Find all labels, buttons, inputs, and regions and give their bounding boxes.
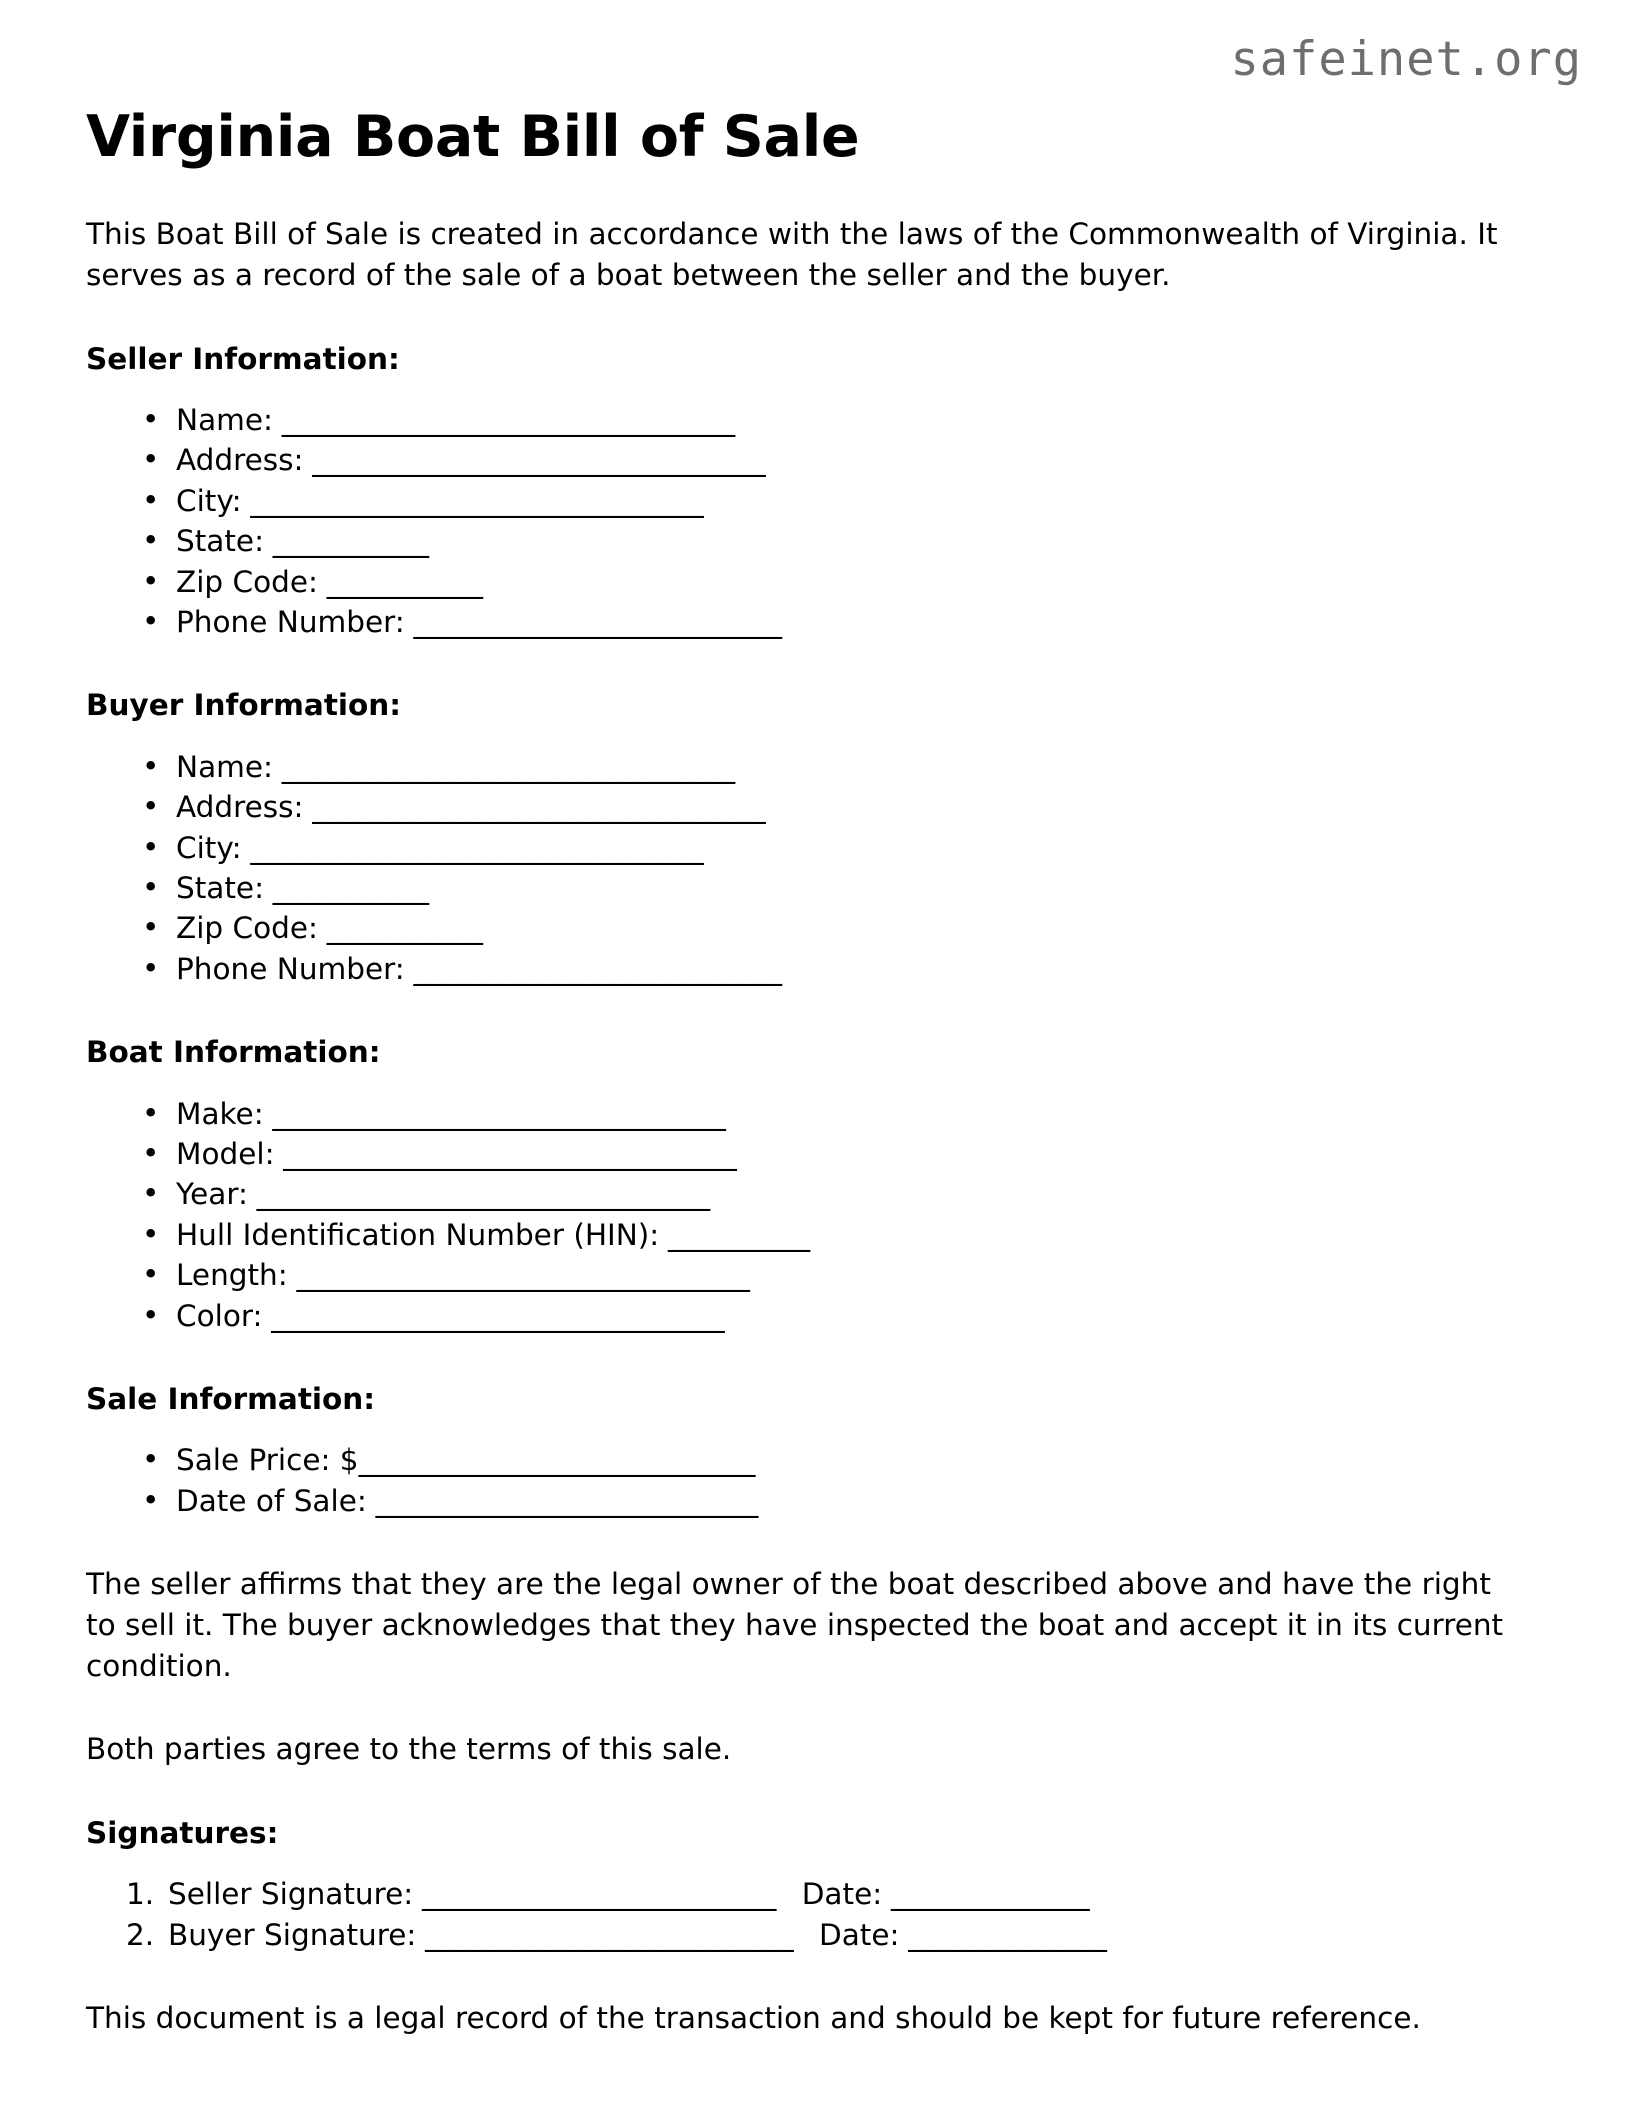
field-label: Address: (176, 443, 304, 478)
site-watermark: safeinet.org (1230, 32, 1582, 87)
signature-label: Buyer Signature: (168, 1917, 417, 1952)
field-label: Phone Number: (176, 605, 405, 640)
field-label: Color: (176, 1298, 263, 1333)
field-buyer-city (142, 828, 1566, 868)
signature-line[interactable]: _________________________ (413, 1877, 776, 1912)
field-date-of-sale (142, 1481, 1566, 1521)
fill-in-line[interactable]: ________________________________ (241, 483, 704, 518)
date-line[interactable]: ______________ (899, 1917, 1107, 1952)
agreement-paragraph: Both parties agree to the terms of this sale. (86, 1732, 732, 1767)
closing-paragraph: This document is a legal record of the transaction and should be kept for future reference. (86, 2001, 1421, 2036)
buyer-field-list (86, 747, 1566, 989)
field-sale-price (142, 1440, 1566, 1480)
field-seller-state (142, 521, 1566, 561)
fill-in-line[interactable]: __________________________ (404, 605, 782, 640)
fill-in-line[interactable]: ________________________________ (272, 749, 735, 784)
fill-in-line[interactable]: ___________________________ (366, 1483, 758, 1518)
signature-line[interactable]: __________________________ (416, 1917, 793, 1952)
date-label: Date: (819, 1917, 900, 1952)
fill-in-line[interactable]: ____________________________ (358, 1443, 755, 1478)
field-label: State: (176, 871, 265, 905)
field-label: Address: (176, 790, 304, 825)
fill-in-line[interactable]: __________ (659, 1217, 810, 1252)
intro-paragraph: This Boat Bill of Sale is created in accordance with the laws of the Commonwealth of Virginia. It serves as a record of the sale of a boat between the seller and the buyer. (86, 217, 1498, 292)
fill-in-line[interactable]: __________________________ (404, 951, 782, 986)
boat-field-list (86, 1094, 1566, 1336)
date-line[interactable]: ______________ (882, 1877, 1090, 1912)
field-label: Zip Code: (176, 564, 318, 599)
fill-in-line[interactable]: ________________________________ (287, 1258, 750, 1293)
field-label: Sale Price: $ (176, 1443, 359, 1478)
fill-in-line[interactable]: ________________________________ (303, 790, 765, 825)
field-label: Length: (176, 1258, 288, 1293)
field-boat-hin (142, 1215, 1566, 1255)
field-label: State: (176, 524, 265, 559)
seller-field-list (86, 400, 1566, 642)
date-label: Date: (801, 1877, 883, 1912)
field-boat-color (142, 1296, 1566, 1336)
fill-in-line[interactable]: ________________________________ (263, 1096, 726, 1131)
section-heading-seller: Seller Information: (86, 341, 400, 376)
sale-field-list (86, 1440, 1566, 1521)
field-buyer-phone-number (142, 949, 1566, 989)
field-label: City: (176, 483, 242, 518)
fill-in-line[interactable]: ___________ (264, 871, 429, 905)
field-label: Hull Identification Number (HIN): (176, 1217, 660, 1252)
field-boat-year (142, 1174, 1566, 1214)
signature-list (86, 1874, 1566, 1955)
field-buyer-zip-code (142, 908, 1566, 948)
section-heading-signatures: Signatures: (86, 1815, 279, 1850)
signature-row-buyer (126, 1915, 1566, 1955)
fill-in-line[interactable]: ________________________________ (272, 403, 735, 437)
signature-row-seller (126, 1874, 1566, 1914)
field-seller-zip-code (142, 562, 1566, 602)
fill-in-line[interactable]: ___________ (264, 524, 429, 559)
field-seller-address (142, 440, 1566, 480)
field-buyer-name (142, 747, 1566, 787)
fill-in-line[interactable]: ________________________________ (303, 443, 765, 478)
field-label: Name: (176, 749, 273, 784)
field-label: Make: (176, 1096, 264, 1131)
field-seller-name (142, 400, 1566, 440)
field-label: Phone Number: (176, 951, 405, 986)
field-label: City: (176, 830, 242, 865)
document-body (86, 104, 1566, 2039)
field-boat-make (142, 1094, 1566, 1134)
field-seller-city (142, 481, 1566, 521)
fill-in-line[interactable]: ___________ (317, 911, 483, 946)
field-label: Year: (176, 1177, 248, 1212)
field-label: Zip Code: (176, 911, 318, 946)
signature-label: Seller Signature: (168, 1877, 414, 1912)
field-boat-length (142, 1255, 1566, 1295)
fill-in-line[interactable]: ________________________________ (241, 830, 704, 865)
fill-in-line[interactable]: ________________________________ (262, 1298, 725, 1333)
section-heading-sale: Sale Information: (86, 1382, 376, 1416)
field-boat-model (142, 1134, 1566, 1174)
field-label: Name: (176, 403, 273, 437)
field-buyer-state (142, 868, 1566, 908)
page-title: Virginia Boat Bill of Sale (86, 104, 860, 170)
field-label: Date of Sale: (176, 1483, 367, 1518)
field-label: Model: (176, 1136, 275, 1171)
fill-in-line[interactable]: ________________________________ (247, 1177, 710, 1212)
affirmation-paragraph: The seller affirms that they are the legal owner of the boat described above and have the right to sell it. The buyer acknowledges that they have inspected the boat and accept it in its current condition. (86, 1567, 1504, 1683)
field-seller-phone-number (142, 602, 1566, 642)
section-heading-boat: Boat Information: (86, 1035, 381, 1070)
fill-in-line[interactable]: ________________________________ (274, 1136, 737, 1171)
field-buyer-address (142, 787, 1566, 827)
fill-in-line[interactable]: ___________ (317, 564, 483, 599)
section-heading-buyer: Buyer Information: (86, 688, 402, 723)
